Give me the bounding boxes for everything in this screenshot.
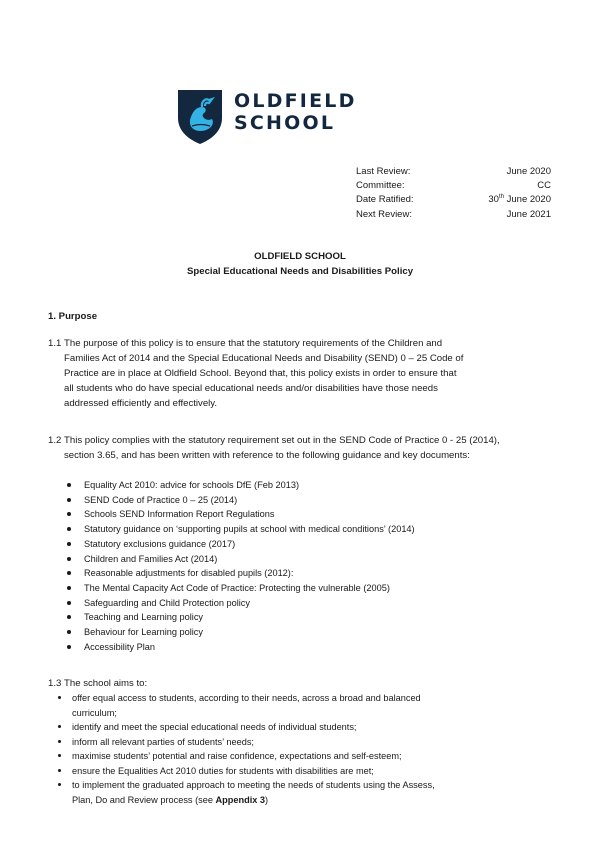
paragraph-1-2 xyxy=(48,433,568,463)
meta-label: Last Review: xyxy=(356,166,411,177)
paragraph-line: Practice are in place at Oldfield School. Beyond that, this policy exists in order to ensure that xyxy=(64,368,457,379)
list-item: Teaching and Learning policy xyxy=(64,610,524,625)
list-item: Equality Act 2010: advice for schools DfE (Feb 2013) xyxy=(64,478,524,493)
list-item: maximise students’ potential and raise confidence, expectations and self-esteem; xyxy=(56,749,526,764)
paragraph-number: 1.2 xyxy=(48,435,62,446)
title-line-2: Special Educational Needs and Disabilities Policy xyxy=(186,266,414,277)
list-item: Statutory guidance on ‘supporting pupils at school with medical conditions’ (2014) xyxy=(64,522,524,537)
list-item: Safeguarding and Child Protection policy xyxy=(64,596,524,611)
list-item: identify and meet the special educational needs of individual students; xyxy=(56,720,526,735)
paragraph-number: 1.3 xyxy=(48,678,62,689)
paragraph-line: all students who do have special educational needs and/or disabilities have those needs xyxy=(64,383,438,394)
meta-row-date-ratified xyxy=(356,193,551,207)
meta-row-last-review xyxy=(356,165,551,179)
title-line-1: OLDFIELD SCHOOL xyxy=(254,251,346,262)
list-item: Behaviour for Learning policy xyxy=(64,625,524,640)
swan-shield-icon xyxy=(176,88,224,146)
paragraph-intro: The school aims to: xyxy=(64,678,148,689)
list-item: ensure the Equalities Act 2010 duties for students with disabilities are met; xyxy=(56,764,526,779)
list-item: Accessibility Plan xyxy=(64,640,524,655)
list-item: inform all relevant parties of students’ needs; xyxy=(56,735,526,750)
list-item: Children and Families Act (2014) xyxy=(64,552,524,567)
paragraph-1-3 xyxy=(48,676,348,691)
meta-value: CC xyxy=(537,180,551,192)
list-item: to implement the graduated approach to meeting the needs of students using the Assess, Plan, Do and Review process (see Appendix 3) xyxy=(56,778,526,807)
paragraph-1-1 xyxy=(48,336,538,411)
review-meta xyxy=(356,165,551,222)
logo-line-2: SCHOOL xyxy=(234,112,336,134)
paragraph-line: section 3.65, and has been written with reference to the following guidance and key documents: xyxy=(64,450,470,461)
list-item: Reasonable adjustments for disabled pupils (2012): xyxy=(64,566,524,581)
appendix-reference: Appendix 3 xyxy=(215,794,266,805)
logo-line-1: OLDFIELD xyxy=(234,90,357,112)
paragraph-line: The purpose of this policy is to ensure that the statutory requirements of the Children and xyxy=(64,338,443,349)
list-item: offer equal access to students, according to their needs, across a broad and balanced curriculum; xyxy=(56,691,526,720)
paragraph-line: addressed efficiently and effectively. xyxy=(64,398,218,409)
paragraph-line: Families Act of 2014 and the Special Educational Needs and Disability (SEND) 0 – 25 Code of xyxy=(64,353,464,364)
meta-row-committee xyxy=(356,179,551,193)
meta-row-next-review xyxy=(356,208,551,222)
section-heading-purpose: 1. Purpose xyxy=(48,311,98,322)
meta-label: Date Ratified: xyxy=(356,194,414,206)
meta-value: June 2021 xyxy=(506,208,551,220)
paragraph-number: 1.1 xyxy=(48,338,62,349)
meta-value: June 2020 xyxy=(506,166,551,177)
school-logo xyxy=(176,88,356,150)
meta-label: Committee: xyxy=(356,180,405,192)
aims-list xyxy=(56,691,526,807)
list-item: Statutory exclusions guidance (2017) xyxy=(64,537,524,552)
documents-list xyxy=(64,478,524,654)
list-item: SEND Code of Practice 0 – 25 (2014) xyxy=(64,493,524,508)
list-item: The Mental Capacity Act Code of Practice: Protecting the vulnerable (2005) xyxy=(64,581,524,596)
document-title xyxy=(0,249,600,279)
logo-wordmark xyxy=(234,90,357,134)
meta-label: Next Review: xyxy=(356,208,412,220)
meta-value: 30th June 2020 xyxy=(488,194,551,206)
list-item: Schools SEND Information Report Regulations xyxy=(64,507,524,522)
paragraph-line: This policy complies with the statutory requirement set out in the SEND Code of Practice 0 - 25 (2014), xyxy=(64,435,500,446)
